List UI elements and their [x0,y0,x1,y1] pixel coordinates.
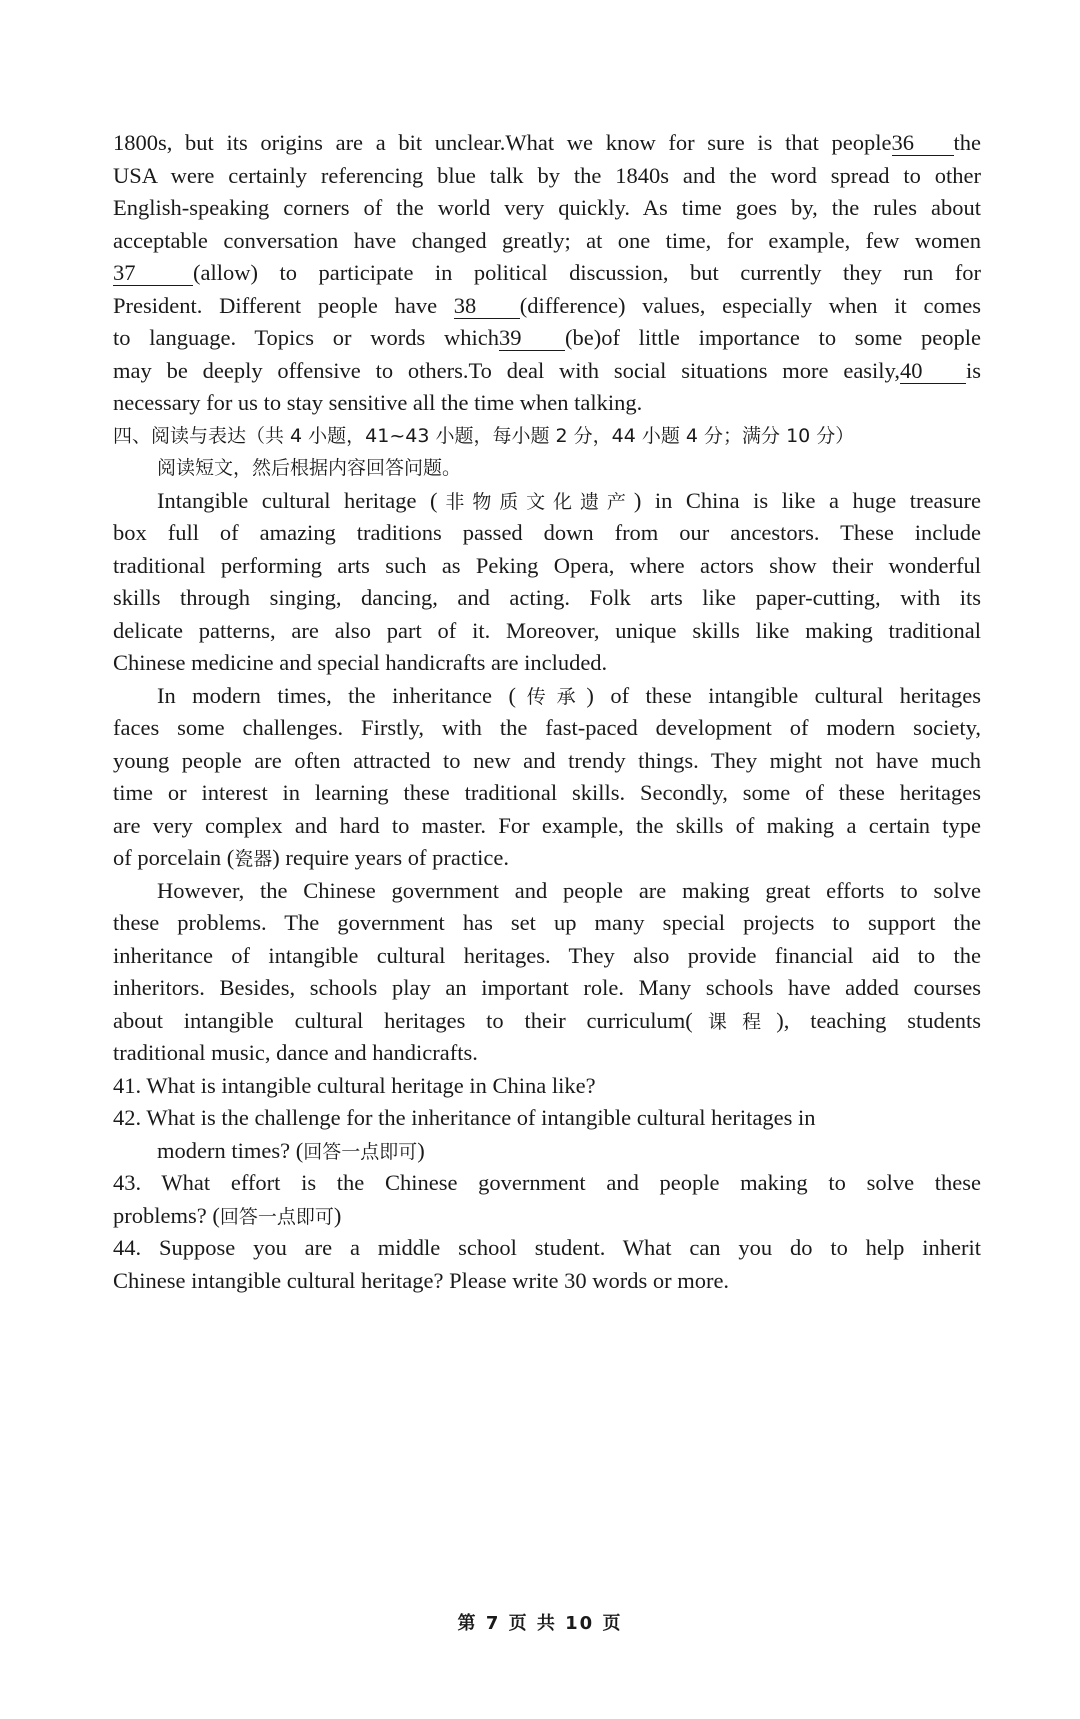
paragraph-line: traditional performing arts such as Peking Opera, where actors show their wonderful [113,552,981,578]
cloze-passage-end [113,127,981,420]
paragraph-text: ) of these intangible cultural heritages [586,682,981,708]
paragraph-line: traditional music, dance and handicrafts. [113,1040,478,1065]
passage-text: may be deeply offensive to others.To deal with social situations more easily, [113,357,900,383]
question-42-continued [113,1135,981,1168]
paragraph-line: inheritors. Besides, schools play an important role. Many schools have added courses [113,975,981,1000]
passage-line [113,290,981,323]
passage-text: is [965,357,981,383]
passage-text: (be)of little importance to some people [564,325,981,350]
question-text: problems? ( [113,1202,220,1228]
question-list [113,1070,981,1298]
passage-text: (difference) values, especially when it comes [519,292,981,318]
paragraph-line [113,1005,981,1038]
section-heading: 四、阅读与表达（共 4 小题，41~43 小题，每小题 2 分，44 小题 4 分；满分 10 分） [113,424,855,447]
paragraph-line: inheritance of intangible cultural heritages. They also provide financial aid to the [113,942,981,968]
paragraph-line: However, the Chinese government and people are making great efforts to solve [157,877,981,903]
question-44: 44. Suppose you are a middle school student. What can you do to help inherit [113,1235,981,1260]
blank-38: 38 [454,294,520,319]
question-note: 回答一点即可 [303,1140,418,1163]
passage-text: President. Different people have [113,292,454,318]
chinese-gloss: 传承 [515,685,587,708]
paragraph-text: about intangible cultural heritages to their curriculum( [113,1007,693,1033]
passage-text: 1800s, but its origins are a bit unclear.What we know for sure is that people [113,130,892,155]
passage-line [113,257,981,290]
passage-line [113,322,981,355]
chinese-gloss: 瓷器 [234,848,273,870]
blank-40: 40 [900,359,966,384]
passage-line: English-speaking corners of the world very quickly. As time goes by, the rules about [113,195,981,220]
reading-paragraph-3 [113,875,981,1070]
paragraph-text: In modern times, the inheritance ( [157,682,516,708]
paragraph-text: ), teaching students [776,1007,981,1033]
paragraph-line: are very complex and hard to master. For example, the skills of making a certain type [113,812,981,838]
paragraph-text: of porcelain ( [113,845,235,870]
page-number-footer: 第 7 页 共 10 页 [457,1613,623,1634]
question-44-continued: Chinese intangible cultural heritage? Please write 30 words or more. [113,1267,730,1293]
passage-line [113,127,981,160]
paragraph-line: box full of amazing traditions passed down from our ancestors. These include [113,520,981,545]
paragraph-text: Intangible cultural heritage ( [157,487,438,513]
paragraph-line: young people are often attracted to new and trendy things. They might not have much [113,747,981,773]
passage-line: acceptable conversation have changed greatly; at one time, for example, few women [113,227,981,253]
paragraph-text: ) in China is like a huge treasure [633,487,981,513]
question-43: 43. What effort is the Chinese government and people making to solve these [113,1170,981,1195]
question-note: 回答一点即可 [219,1205,334,1228]
paragraph-line: faces some challenges. Firstly, with the fast-paced development of modern society, [113,715,981,740]
chinese-gloss: 课程 [692,1010,777,1033]
section-instruction: 阅读短文，然后根据内容回答问题。 [157,457,462,479]
passage-line [113,355,981,388]
paragraph-line [113,485,981,518]
paragraph-line [113,680,981,713]
paragraph-line: delicate patterns, are also part of it. Moreover, unique skills like making traditional [113,617,981,643]
question-42: 42. What is the challenge for the inheritance of intangible cultural heritages in [113,1105,816,1130]
paragraph-line: these problems. The government has set up many special projects to support the [113,910,981,935]
exam-page-content [113,127,981,1297]
blank-37: 37 [113,261,193,286]
passage-line: USA were certainly referencing blue talk by the 1840s and the word spread to other [113,162,981,188]
question-43-continued [113,1200,981,1233]
paragraph-line [113,842,981,875]
passage-text: (allow) to participate in political discussion, but currently they run for [193,260,981,285]
passage-text: the [953,130,981,155]
passage-text: to language. Topics or words which [113,325,499,350]
question-41: 41. What is intangible cultural heritage in China like? [113,1072,596,1098]
chinese-gloss: 非物质文化遗产 [437,490,634,513]
question-text: ) [333,1202,342,1228]
paragraph-line: Chinese medicine and special handicrafts are included. [113,650,608,675]
question-text: modern times? ( [157,1137,304,1163]
paragraph-line: skills through singing, dancing, and acting. Folk arts like paper-cutting, with its [113,585,981,610]
paragraph-text: ) require years of practice. [272,845,509,870]
paragraph-line: time or interest in learning these traditional skills. Secondly, some of these heritages [113,780,981,805]
passage-line: necessary for us to stay sensitive all the time when talking. [113,390,643,415]
blank-36: 36 [892,131,954,156]
question-text: ) [417,1137,425,1163]
blank-39: 39 [499,326,565,351]
reading-paragraph-1 [113,485,981,680]
reading-paragraph-2 [113,680,981,875]
